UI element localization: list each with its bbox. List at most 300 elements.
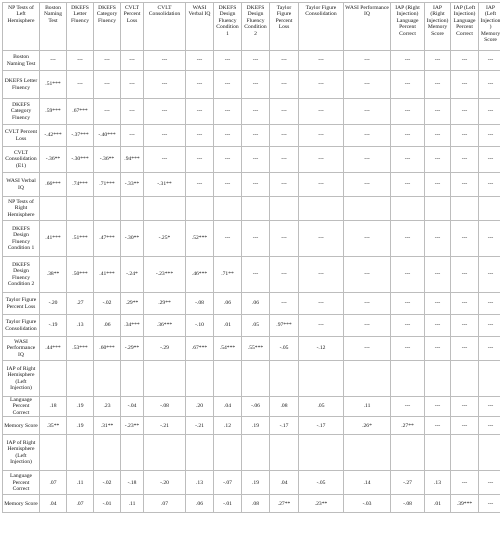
table-cell: --- [451,315,479,337]
table-cell [121,361,144,397]
table-cell [299,435,344,471]
table-cell: -.02 [94,471,121,495]
table-cell: --- [214,125,242,147]
table-cell: --- [242,99,270,125]
header-row [3,3,500,51]
table-row [3,293,500,315]
table-cell: -.10 [186,315,214,337]
table-cell: --- [214,99,242,125]
table-row [3,337,500,361]
table-cell [451,361,479,397]
table-cell: -.01 [214,495,242,513]
table-cell: --- [214,51,242,71]
table-cell: .13 [425,471,451,495]
table-cell: .71*** [94,173,121,197]
table-cell: --- [479,337,500,361]
table-cell: --- [425,125,451,147]
table-cell: -.37*** [67,125,94,147]
table-cell: --- [391,71,425,99]
table-cell [344,361,391,397]
table-cell: --- [479,397,500,417]
table-cell: --- [242,125,270,147]
table-cell: .06 [94,315,121,337]
table-cell: -.07 [214,471,242,495]
table-cell: -.36** [40,147,67,173]
table-cell: --- [214,173,242,197]
table-cell: --- [391,99,425,125]
table-cell: .31** [94,417,121,435]
row-label: Memory Score [3,495,40,513]
table-cell [299,197,344,221]
table-cell: --- [344,125,391,147]
table-cell: --- [186,99,214,125]
table-cell: --- [67,51,94,71]
table-cell: .38** [40,257,67,293]
table-cell [270,197,299,221]
table-cell: --- [451,257,479,293]
table-cell: -.40*** [94,125,121,147]
column-header: Taylor Figure Percent Loss [270,3,299,51]
table-cell [391,435,425,471]
table-cell: .34*** [121,315,144,337]
table-cell: -.20 [144,471,186,495]
table-cell: .27 [67,293,94,315]
column-header: WASI Verbal IQ [186,3,214,51]
table-cell: --- [270,293,299,315]
table-cell [242,197,270,221]
table-cell: --- [299,125,344,147]
table-cell: -.36** [94,147,121,173]
table-cell: --- [451,221,479,257]
table-cell: --- [425,293,451,315]
table-cell: -.30*** [67,147,94,173]
table-cell: --- [270,71,299,99]
row-label: DKEFS Design Fluency Condition 2 [3,257,40,293]
table-cell: -.03 [344,495,391,513]
table-cell: --- [186,71,214,99]
table-row [3,257,500,293]
table-cell: .66*** [40,173,67,197]
table-cell [214,197,242,221]
table-cell: --- [425,257,451,293]
column-header: IAP (Right Injection) Language Percent Correct [391,3,425,51]
table-cell: --- [391,397,425,417]
table-cell: -.04 [121,397,144,417]
table-cell: --- [344,293,391,315]
table-row [3,397,500,417]
table-row [3,417,500,435]
table-cell: --- [479,221,500,257]
table-cell: -.06 [242,397,270,417]
table-cell: --- [344,147,391,173]
table-cell: --- [344,257,391,293]
table-cell: --- [425,173,451,197]
table-cell: --- [479,417,500,435]
table-cell: --- [451,417,479,435]
table-cell: .13 [186,471,214,495]
table-cell: --- [242,173,270,197]
table-cell: -.23** [121,417,144,435]
table-cell [186,361,214,397]
table-cell: --- [270,99,299,125]
table-cell [391,361,425,397]
row-label: Taylor Figure Percent Loss [3,293,40,315]
table-cell [121,435,144,471]
table-cell: .71** [214,257,242,293]
table-cell: .05 [242,315,270,337]
table-cell: .07 [144,495,186,513]
table-cell: .14 [344,471,391,495]
table-cell [425,361,451,397]
table-cell [425,197,451,221]
table-cell: .18 [40,397,67,417]
table-cell: --- [451,471,479,495]
table-cell: --- [425,315,451,337]
table-cell [270,435,299,471]
table-cell: .06 [242,293,270,315]
table-cell: -.17 [299,417,344,435]
table-cell [242,361,270,397]
table-cell: -.18 [121,471,144,495]
table-cell: .54*** [214,337,242,361]
table-cell: .74*** [67,173,94,197]
table-cell: --- [121,51,144,71]
table-cell: --- [299,71,344,99]
row-label: WASI Performance IQ [3,337,40,361]
table-cell: .39*** [451,495,479,513]
table-cell: --- [479,471,500,495]
table-cell: .20 [186,397,214,417]
table-cell: --- [451,173,479,197]
table-cell [479,361,500,397]
table-cell: .11 [344,397,391,417]
table-cell: --- [479,173,500,197]
table-cell [186,435,214,471]
table-cell: --- [425,51,451,71]
table-cell: --- [391,147,425,173]
table-cell [144,197,186,221]
table-row [3,197,500,221]
table-cell: --- [242,147,270,173]
table-cell: .04 [40,495,67,513]
table-cell: --- [451,125,479,147]
table-cell: --- [451,147,479,173]
row-label: CVLT Percent Loss [3,125,40,147]
table-cell: --- [479,125,500,147]
table-cell: --- [391,51,425,71]
table-cell [67,197,94,221]
table-cell: --- [186,51,214,71]
table-cell [94,197,121,221]
column-header: Boston Naming Test [40,3,67,51]
table-cell: --- [270,257,299,293]
table-cell: --- [299,173,344,197]
table-cell: .01 [425,495,451,513]
table-cell: .08 [242,495,270,513]
table-row [3,147,500,173]
table-cell [344,197,391,221]
table-cell: --- [391,173,425,197]
table-cell: -.05 [299,471,344,495]
table-cell: --- [451,99,479,125]
table-cell: .05 [299,397,344,417]
table-cell [40,435,67,471]
table-cell: .35** [40,417,67,435]
correlation-table-container [2,2,498,553]
table-cell: --- [479,147,500,173]
table-cell: --- [344,173,391,197]
table-cell: .41*** [40,221,67,257]
table-cell: --- [425,147,451,173]
table-cell: .06 [186,495,214,513]
table-cell [186,197,214,221]
table-cell [451,435,479,471]
table-cell: --- [214,71,242,99]
table-cell [40,361,67,397]
table-cell: --- [479,51,500,71]
table-cell: --- [451,293,479,315]
table-row [3,361,500,397]
table-cell: .13 [67,315,94,337]
table-cell [67,435,94,471]
table-cell: .60*** [94,337,121,361]
table-cell [344,435,391,471]
table-cell: --- [425,99,451,125]
table-cell: --- [242,71,270,99]
table-cell: --- [270,147,299,173]
table-row [3,471,500,495]
table-cell: .55*** [242,337,270,361]
table-cell: -.05 [270,337,299,361]
table-cell: --- [144,51,186,71]
table-row [3,221,500,257]
table-cell: -.08 [186,293,214,315]
table-cell: -.20 [40,293,67,315]
table-cell: --- [391,315,425,337]
table-cell [242,435,270,471]
table-cell: --- [121,99,144,125]
column-header: WASI Performance IQ [344,3,391,51]
table-cell: --- [344,315,391,337]
table-cell: -.30** [121,221,144,257]
table-cell: --- [186,125,214,147]
column-header: DKEFS Design Fluency Condition 1 [214,3,242,51]
table-cell [214,435,242,471]
table-cell: --- [299,99,344,125]
table-cell: .41*** [94,257,121,293]
table-cell: -.27 [391,471,425,495]
table-cell: --- [451,397,479,417]
table-cell: --- [121,125,144,147]
table-cell: --- [144,147,186,173]
table-cell: .11 [121,495,144,513]
table-cell: -.23*** [144,257,186,293]
table-cell: .29** [121,293,144,315]
table-cell [214,361,242,397]
table-cell [391,197,425,221]
table-cell: -.02 [94,293,121,315]
table-cell: --- [299,51,344,71]
table-cell: .29** [144,293,186,315]
row-label: Boston Naming Test [3,51,40,71]
table-cell: .23** [299,495,344,513]
table-cell [144,435,186,471]
row-label: DKEFS Category Fluency [3,99,40,125]
table-cell: --- [186,173,214,197]
table-cell: --- [94,51,121,71]
table-cell [479,197,500,221]
table-cell: --- [479,315,500,337]
table-row [3,495,500,513]
table-cell: --- [299,315,344,337]
table-cell: .51*** [67,221,94,257]
table-cell: .67*** [67,99,94,125]
row-label: DKEFS Design Fluency Condition 1 [3,221,40,257]
table-cell: --- [242,221,270,257]
table-cell: --- [451,337,479,361]
table-cell: .08 [270,397,299,417]
table-cell: -.42*** [40,125,67,147]
column-header: DKEFS Letter Fluency [67,3,94,51]
table-cell [299,361,344,397]
table-cell: --- [479,99,500,125]
table-cell: .51*** [40,71,67,99]
table-cell [270,361,299,397]
table-cell: --- [451,71,479,99]
table-cell: -.21 [186,417,214,435]
table-cell: .19 [67,417,94,435]
table-cell: --- [121,71,144,99]
row-label: DKEFS Letter Fluency [3,71,40,99]
table-cell: --- [425,397,451,417]
table-row [3,173,500,197]
table-cell: .26* [344,417,391,435]
row-label: Taylor Figure Consolidation [3,315,40,337]
table-cell: -.21 [144,417,186,435]
table-cell: --- [214,221,242,257]
column-header: CVLT Consolidation [144,3,186,51]
table-cell [121,197,144,221]
table-cell [479,435,500,471]
column-header: Taylor Figure Consolidation [299,3,344,51]
row-label: IAP of Right Hemisphere (Left Injection) [3,361,40,397]
table-cell: .97*** [270,315,299,337]
column-header: IAP (Left Injection) Memory Score [479,3,500,51]
table-cell: .07 [40,471,67,495]
table-cell: .27** [391,417,425,435]
table-cell: .94*** [121,147,144,173]
table-cell [425,435,451,471]
table-cell: .52*** [186,221,214,257]
table-cell: --- [344,71,391,99]
table-cell: -.12 [299,337,344,361]
table-cell: -.08 [144,397,186,417]
table-body [3,51,500,513]
table-cell: --- [270,221,299,257]
table-cell: --- [299,221,344,257]
table-cell: -.08 [391,495,425,513]
table-cell: .44*** [40,337,67,361]
table-cell: --- [391,337,425,361]
table-cell: .23 [94,397,121,417]
table-cell: --- [425,337,451,361]
table-cell: .47*** [94,221,121,257]
table-cell: -.31** [144,173,186,197]
row-label: CVLT Consolidation (E1) [3,147,40,173]
table-cell: .04 [270,471,299,495]
table-cell: --- [299,147,344,173]
table-cell: .67*** [186,337,214,361]
row-label: Memory Score [3,417,40,435]
table-cell: --- [479,71,500,99]
table-cell: --- [451,51,479,71]
table-cell: -.01 [94,495,121,513]
table-row [3,125,500,147]
table-cell: -.19 [40,315,67,337]
table-cell: --- [144,71,186,99]
table-cell: --- [391,125,425,147]
table-cell: .11 [67,471,94,495]
table-cell: .19 [242,471,270,495]
table-cell: --- [344,99,391,125]
table-cell: --- [344,221,391,257]
table-cell: --- [425,71,451,99]
table-header [3,3,500,51]
table-cell: --- [270,51,299,71]
table-cell: --- [144,99,186,125]
table-cell: -.24* [121,257,144,293]
column-header: IAP (Right Injection) Memory Score [425,3,451,51]
table-cell [94,435,121,471]
table-cell: .04 [214,397,242,417]
row-label: Language Percent Correct [3,471,40,495]
table-cell: --- [479,495,500,513]
table-cell: --- [391,293,425,315]
table-cell: --- [40,51,67,71]
table-cell: .01 [214,315,242,337]
table-cell: .50*** [67,257,94,293]
table-cell [40,197,67,221]
column-header: CVLT Percent Loss [121,3,144,51]
table-row [3,71,500,99]
table-cell: .07 [67,495,94,513]
table-cell: --- [144,125,186,147]
table-cell: -.25* [144,221,186,257]
table-cell: --- [391,221,425,257]
table-row [3,435,500,471]
table-cell: --- [214,147,242,173]
table-cell: --- [425,221,451,257]
row-label: Language Percent Correct [3,397,40,417]
header-row-label-cell: NP Tests of Left Hemisphere [3,3,40,51]
table-cell: .36*** [144,315,186,337]
table-cell: .53*** [67,337,94,361]
table-cell [94,361,121,397]
table-cell: --- [242,51,270,71]
table-cell: --- [391,257,425,293]
table-row [3,99,500,125]
table-cell: -.17 [270,417,299,435]
table-cell: --- [67,71,94,99]
table-cell: .06 [214,293,242,315]
table-row [3,51,500,71]
table-cell: --- [479,293,500,315]
table-cell: .59*** [40,99,67,125]
table-cell: --- [270,173,299,197]
table-cell [451,197,479,221]
table-cell: .46*** [186,257,214,293]
table-row [3,315,500,337]
